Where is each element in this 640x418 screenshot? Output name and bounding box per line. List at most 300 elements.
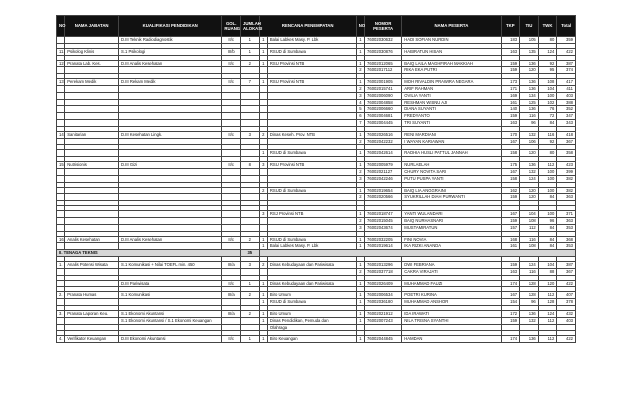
cell-tkp: 167 bbox=[501, 292, 520, 299]
table-row bbox=[57, 243, 576, 250]
cell-nomor: 76002032205 bbox=[365, 236, 402, 243]
table-row bbox=[57, 131, 576, 138]
table-row bbox=[57, 67, 576, 74]
table-row bbox=[57, 194, 576, 201]
cell-nama: POETRI KURINA bbox=[402, 292, 501, 299]
cell-tiu: 136 bbox=[520, 79, 539, 86]
cell-rank: 1 bbox=[356, 162, 364, 169]
cell-kualifikasi bbox=[119, 299, 222, 306]
header-nomor-peserta: NOMOR PESERTA bbox=[365, 16, 402, 37]
header-gol: GOL. RUANG bbox=[222, 16, 241, 37]
cell-tkp: 173 bbox=[501, 79, 520, 86]
cell-nama: SYUKRILLAH DIAH PURWANTI bbox=[402, 194, 501, 201]
table-row bbox=[57, 37, 576, 44]
cell-pno: 2 bbox=[259, 131, 267, 138]
cell-jabatan bbox=[65, 168, 119, 175]
cell-alokasi: 1 bbox=[241, 48, 260, 55]
cell-tiu: 136 bbox=[520, 85, 539, 92]
cell-penempatan: Dinas Kebudayaan dan Pariwisata bbox=[267, 280, 356, 287]
cell-gol: II/c bbox=[222, 60, 241, 67]
cell-rank: 4 bbox=[356, 99, 364, 106]
cell-nomor: 76002020566 bbox=[365, 194, 402, 201]
cell-alokasi bbox=[241, 317, 260, 324]
cell-rank: 1 bbox=[356, 317, 364, 324]
cell-pno: 1 bbox=[259, 292, 267, 299]
cell-no: 14. bbox=[57, 131, 65, 138]
cell-gol: II/c bbox=[222, 336, 241, 343]
cell-rank: 2 bbox=[356, 168, 364, 175]
cell-nama: MUHAMMAD FAUZI bbox=[402, 280, 501, 287]
cell-pno: 2 bbox=[259, 187, 267, 194]
cell-alokasi: 1 bbox=[241, 37, 260, 44]
cell-nomor: 76002006090 bbox=[365, 92, 402, 99]
cell-no bbox=[57, 99, 65, 106]
cell-pno: 1 bbox=[259, 48, 267, 55]
cell-tiu: 128 bbox=[520, 280, 539, 287]
table-row bbox=[57, 48, 576, 55]
cell-no bbox=[57, 268, 65, 275]
cell-tiu: 116 bbox=[520, 113, 539, 120]
cell-no bbox=[57, 324, 65, 331]
table-row bbox=[57, 60, 576, 67]
cell-tiu: 124 bbox=[520, 261, 539, 268]
cell-penempatan: RSUD di Sumbawa bbox=[267, 187, 356, 194]
cell-no bbox=[57, 299, 65, 306]
cell-gol: II/c bbox=[222, 37, 241, 44]
header-jabatan: NAMA JABATAN bbox=[65, 16, 119, 37]
cell-gol bbox=[222, 92, 241, 99]
header-tiu: TIU bbox=[520, 16, 539, 37]
cell-tkp: 159 bbox=[501, 261, 520, 268]
cell-gol bbox=[222, 106, 241, 113]
cell-penempatan bbox=[267, 138, 356, 145]
cell-penempatan: RSU Provinsi NTB bbox=[267, 79, 356, 86]
cell-nomor: 76002005979 bbox=[365, 162, 402, 169]
cell-pno bbox=[259, 175, 267, 182]
cell-penempatan: Olahraga bbox=[267, 324, 356, 331]
table-row bbox=[57, 211, 576, 218]
cell-alokasi: 3 bbox=[241, 131, 260, 138]
cell-penempatan bbox=[267, 194, 356, 201]
cell-no: 13. bbox=[57, 79, 65, 86]
cell-tiu: 136 bbox=[520, 60, 539, 67]
cell-total: 367 bbox=[557, 268, 576, 275]
cell-jabatan bbox=[65, 67, 119, 74]
cell-jabatan: Perekam Medik bbox=[65, 79, 119, 86]
cell-tkp: 159 bbox=[501, 194, 520, 201]
cell-total: 422 bbox=[557, 48, 576, 55]
cell-alokasi bbox=[241, 299, 260, 306]
table-body-main bbox=[57, 37, 576, 250]
cell-gol bbox=[222, 113, 241, 120]
cell-nama: MUHAMMAD ANSHOR bbox=[402, 299, 501, 306]
cell-rank: 1 bbox=[356, 261, 364, 268]
table-row bbox=[57, 85, 576, 92]
table-row bbox=[57, 292, 576, 299]
cell-penempatan bbox=[267, 92, 356, 99]
cell-jabatan bbox=[65, 92, 119, 99]
cell-alokasi: 2 bbox=[241, 310, 260, 317]
cell-total: 423 bbox=[557, 162, 576, 169]
cell-pno bbox=[259, 224, 267, 231]
cell-nama: BAIQ LIA ANGGRAINI bbox=[402, 187, 501, 194]
cell-nama: FREDYANTO bbox=[402, 113, 501, 120]
cell-twk: 92 bbox=[538, 60, 557, 67]
cell-gol: II/c bbox=[222, 131, 241, 138]
cell-rank: 1 bbox=[356, 37, 364, 44]
cell-tiu: 112 bbox=[520, 224, 539, 231]
cell-jabatan bbox=[65, 150, 119, 157]
cell-nomor: 76002043674 bbox=[365, 224, 402, 231]
cell-total: 403 bbox=[557, 92, 576, 99]
cell-nama: HABIRATUN HISAN bbox=[402, 48, 501, 55]
cell-penempatan: Dinas Pendidikan, Pemuda dan bbox=[267, 317, 356, 324]
cell-nomor: 76002042614 bbox=[365, 150, 402, 157]
cell-tiu: 96 bbox=[520, 119, 539, 126]
cell-jabatan: Verifikator Keuangan bbox=[65, 336, 119, 343]
cell-total: 387 bbox=[557, 60, 576, 67]
cell-nomor: 76002004445 bbox=[365, 119, 402, 126]
cell-tiu bbox=[520, 324, 539, 331]
table-row bbox=[57, 280, 576, 287]
cell-tkp: 168 bbox=[501, 236, 520, 243]
cell-tiu: 132 bbox=[520, 168, 539, 175]
cell-jabatan bbox=[65, 299, 119, 306]
cell-jabatan bbox=[65, 37, 119, 44]
cell-twk: 84 bbox=[538, 224, 557, 231]
cell-penempatan: Biro Umum bbox=[267, 310, 356, 317]
cell-alokasi bbox=[241, 194, 260, 201]
cell-no: 16. bbox=[57, 236, 65, 243]
cell-alokasi: 1 bbox=[241, 336, 260, 343]
cell-twk: 112 bbox=[538, 292, 557, 299]
cell-no bbox=[57, 175, 65, 182]
cell-nomor: 76002030876 bbox=[365, 48, 402, 55]
cell-twk: 120 bbox=[538, 280, 557, 287]
cell-no: 12. bbox=[57, 60, 65, 67]
cell-twk bbox=[538, 324, 557, 331]
cell-gol: II/c bbox=[222, 280, 241, 287]
cell-pno bbox=[259, 106, 267, 113]
cell-jabatan: Psikolog Klinis bbox=[65, 48, 119, 55]
cell-alokasi bbox=[241, 217, 260, 224]
cell-total: 387 bbox=[557, 261, 576, 268]
cell-tiu: 136 bbox=[520, 106, 539, 113]
cell-rank bbox=[356, 324, 364, 331]
cell-no bbox=[57, 113, 65, 120]
cell-tiu: 134 bbox=[520, 92, 539, 99]
table-row bbox=[57, 261, 576, 268]
cell-nama: IDA IRAWATI bbox=[402, 310, 501, 317]
cell-pno bbox=[259, 99, 267, 106]
table-row bbox=[57, 138, 576, 145]
cell-twk: 100 bbox=[538, 92, 557, 99]
cell-jabatan bbox=[65, 175, 119, 182]
cell-nomor: 76002030632 bbox=[365, 37, 402, 44]
cell-nomor: 76002013296 bbox=[365, 261, 402, 268]
cell-twk: 128 bbox=[538, 299, 557, 306]
table-row bbox=[57, 299, 576, 306]
cell-tkp: 183 bbox=[501, 37, 520, 44]
cell-alokasi: 2 bbox=[241, 236, 260, 243]
cell-pno: 1 bbox=[259, 280, 267, 287]
cell-alokasi bbox=[241, 168, 260, 175]
table-row bbox=[57, 236, 576, 243]
cell-kualifikasi: D.III Rekam Medik bbox=[119, 79, 222, 86]
cell-tiu: 136 bbox=[520, 310, 539, 317]
table-row bbox=[57, 106, 576, 113]
cell-pno: 3 bbox=[259, 162, 267, 169]
cell-penempatan: Dinas Keseh. Prov. NTB bbox=[267, 131, 356, 138]
cell-total: 378 bbox=[557, 299, 576, 306]
cell-nomor: 76002015741 bbox=[365, 85, 402, 92]
cell-twk: 88 bbox=[538, 268, 557, 275]
cell-twk: 100 bbox=[538, 175, 557, 182]
cell-nama: I WAYAN KARIAWAN bbox=[402, 138, 501, 145]
cell-penempatan bbox=[267, 99, 356, 106]
cell-total: 382 bbox=[557, 187, 576, 194]
cell-kualifikasi: D.III Teknik Radiodiagnostik bbox=[119, 37, 222, 44]
cell-twk: 80 bbox=[538, 37, 557, 44]
cell-pno: 1 bbox=[259, 37, 267, 44]
cell-penempatan: Balai Labkes Masy. P. Lbk bbox=[267, 37, 356, 44]
cell-twk: 104 bbox=[538, 85, 557, 92]
cell-penempatan: RSJ Provinsi NTB bbox=[267, 211, 356, 218]
cell-kualifikasi bbox=[119, 217, 222, 224]
cell-rank: 2 bbox=[356, 67, 364, 74]
cell-jabatan bbox=[65, 99, 119, 106]
table-row bbox=[57, 113, 576, 120]
cell-alokasi bbox=[241, 243, 260, 250]
cell-twk: 84 bbox=[538, 243, 557, 250]
cell-jabatan: Nutrisionis bbox=[65, 162, 119, 169]
cell-alokasi bbox=[241, 150, 260, 157]
cell-nama: IKA RIZKI ANANDA bbox=[402, 243, 501, 250]
cell-total: 353 bbox=[557, 224, 576, 231]
cell-twk: 92 bbox=[538, 138, 557, 145]
cell-alokasi bbox=[241, 92, 260, 99]
cell-jabatan: Analis Potensi Wisata bbox=[65, 261, 119, 268]
cell-total bbox=[557, 324, 576, 331]
cell-nomor: 76002044845 bbox=[365, 336, 402, 343]
cell-tkp: 159 bbox=[501, 67, 520, 74]
cell-no bbox=[57, 85, 65, 92]
cell-tkp bbox=[501, 324, 520, 331]
cell-total: 417 bbox=[557, 79, 576, 86]
cell-twk: 84 bbox=[538, 119, 557, 126]
cell-nomor: 76002006660 bbox=[365, 106, 402, 113]
cell-rank: 1 bbox=[356, 79, 364, 86]
cell-gol: III/b bbox=[222, 48, 241, 55]
section-label: II. TENAGA TEKNIS bbox=[57, 250, 241, 257]
cell-nomor: 76002019614 bbox=[365, 243, 402, 250]
cell-twk: 72 bbox=[538, 113, 557, 120]
cell-gol: II/c bbox=[222, 236, 241, 243]
header-nama-peserta: NAMA PESERTA bbox=[402, 16, 501, 37]
cell-tiu: 125 bbox=[520, 99, 539, 106]
cell-no bbox=[57, 138, 65, 145]
cell-no: 1. bbox=[57, 261, 65, 268]
cell-nama: CAKRA VIRAJATI bbox=[402, 268, 501, 275]
cell-total: 411 bbox=[557, 85, 576, 92]
cell-penempatan: RSUD di Sumbawa bbox=[267, 150, 356, 157]
cell-kualifikasi bbox=[119, 324, 222, 331]
cell-no: 4. bbox=[57, 336, 65, 343]
cell-pno: 1 bbox=[259, 243, 267, 250]
cell-penempatan: RSUD di Sumbawa bbox=[267, 48, 356, 55]
cell-tiu: 120 bbox=[520, 187, 539, 194]
cell-nama: MOH RIVALDIN PRAWIRA NEGARA bbox=[402, 79, 501, 86]
cell-twk: 100 bbox=[538, 187, 557, 194]
cell-rank: 1 bbox=[356, 336, 364, 343]
header-kualifikasi: KUALIFIKASI PENDIDIKAN bbox=[119, 16, 222, 37]
cell-gol bbox=[222, 187, 241, 194]
cell-gol bbox=[222, 268, 241, 275]
cell-rank: 1 bbox=[356, 280, 364, 287]
cell-nomor: 76002019654 bbox=[365, 187, 402, 194]
cell-kualifikasi: S.1 Ekonomi Akuntansi / S.1 Ekonomi Keuangan bbox=[119, 317, 222, 324]
cell-gol: II/c bbox=[222, 79, 241, 86]
cell-total: 363 bbox=[557, 194, 576, 201]
cell-no bbox=[57, 119, 65, 126]
cell-pno: 1 bbox=[259, 299, 267, 306]
cell-pno: 1 bbox=[259, 236, 267, 243]
cell-alokasi bbox=[241, 138, 260, 145]
cell-rank: 2 bbox=[356, 138, 364, 145]
cell-nama: MUSTAMIRATUN bbox=[402, 224, 501, 231]
cell-gol bbox=[222, 67, 241, 74]
cell-tiu: 120 bbox=[520, 150, 539, 157]
cell-twk: 84 bbox=[538, 194, 557, 201]
cell-jabatan bbox=[65, 217, 119, 224]
cell-gol bbox=[222, 168, 241, 175]
cell-twk: 104 bbox=[538, 261, 557, 268]
cell-tiu: 116 bbox=[520, 268, 539, 275]
cell-jabatan bbox=[65, 211, 119, 218]
cell-kualifikasi: S.1 Ekonomi Akuntansi bbox=[119, 310, 222, 317]
cell-kualifikasi bbox=[119, 224, 222, 231]
cell-total: 359 bbox=[557, 37, 576, 44]
cell-tkp: 140 bbox=[501, 106, 520, 113]
cell-pno bbox=[259, 324, 267, 331]
cell-penempatan bbox=[267, 67, 356, 74]
cell-nomor: 76002026516 bbox=[365, 131, 402, 138]
cell-penempatan: RSU Provinsi NTB bbox=[267, 162, 356, 169]
cell-rank: 3 bbox=[356, 92, 364, 99]
cell-twk: 100 bbox=[538, 211, 557, 218]
cell-rank: 2 bbox=[356, 85, 364, 92]
table-row bbox=[57, 162, 576, 169]
cell-rank: 2 bbox=[356, 268, 364, 275]
cell-twk: 108 bbox=[538, 79, 557, 86]
cell-jabatan bbox=[65, 138, 119, 145]
cell-nomor: 76002012065 bbox=[365, 60, 402, 67]
cell-penempatan bbox=[267, 119, 356, 126]
cell-rank: 1 bbox=[356, 187, 364, 194]
cell-tiu: 96 bbox=[520, 299, 539, 306]
cell-tkp: 170 bbox=[501, 131, 520, 138]
cell-nomor: 76002026409 bbox=[365, 280, 402, 287]
cell-jabatan bbox=[65, 324, 119, 331]
cell-gol: III/a bbox=[222, 261, 241, 268]
cell-rank: 1 bbox=[356, 60, 364, 67]
cell-total: 371 bbox=[557, 211, 576, 218]
cell-no: 3. bbox=[57, 310, 65, 317]
cell-tkp: 159 bbox=[501, 217, 520, 224]
cell-gol bbox=[222, 243, 241, 250]
cell-kualifikasi bbox=[119, 243, 222, 250]
cell-gol bbox=[222, 175, 241, 182]
cell-nama: HADI SOFIAN NURDIN bbox=[402, 37, 501, 44]
cell-no bbox=[57, 187, 65, 194]
cell-gol bbox=[222, 119, 241, 126]
cell-kualifikasi: D.III Pariwisata bbox=[119, 280, 222, 287]
cell-penempatan: RSUD di Sumbawa bbox=[267, 236, 356, 243]
cell-gol bbox=[222, 150, 241, 157]
cell-kualifikasi bbox=[119, 138, 222, 145]
cell-kualifikasi bbox=[119, 194, 222, 201]
cell-no bbox=[57, 211, 65, 218]
cell-gol bbox=[222, 224, 241, 231]
cell-jabatan: Pranata Lab. Kes. bbox=[65, 60, 119, 67]
cell-tiu: 132 bbox=[520, 131, 539, 138]
cell-nama: HAMDAN bbox=[402, 336, 501, 343]
cell-alokasi: 1 bbox=[241, 280, 260, 287]
cell-no bbox=[57, 67, 65, 74]
table-row bbox=[57, 224, 576, 231]
cell-pno: 1 bbox=[259, 317, 267, 324]
cell-rank: 1 bbox=[356, 299, 364, 306]
cell-nama: DIANA SUYANTI bbox=[402, 106, 501, 113]
cell-alokasi bbox=[241, 67, 260, 74]
cell-rank: 6 bbox=[356, 113, 364, 120]
header-penempatan: RENCANA PENEMPATAN bbox=[259, 16, 356, 37]
cell-alokasi bbox=[241, 324, 260, 331]
cell-nomor: 76002021127 bbox=[365, 168, 402, 175]
cell-kualifikasi: D.III Kesehatan Lingk. bbox=[119, 131, 222, 138]
cell-penempatan bbox=[267, 175, 356, 182]
cell-gol: III/a bbox=[222, 310, 241, 317]
table-row bbox=[57, 217, 576, 224]
cell-twk: 76 bbox=[538, 106, 557, 113]
header-alokasi: JUMLAH ALOKASI bbox=[241, 16, 260, 37]
cell-twk: 112 bbox=[538, 162, 557, 169]
header-no: NO bbox=[57, 16, 65, 37]
cell-penempatan bbox=[267, 85, 356, 92]
cell-penempatan bbox=[267, 268, 356, 275]
header-total: Total bbox=[557, 16, 576, 37]
cell-penempatan: Biro Umum bbox=[267, 292, 356, 299]
cell-kualifikasi bbox=[119, 67, 222, 74]
cell-penempatan: Balai Labkes Masy. P. Lbk bbox=[267, 243, 356, 250]
cell-no bbox=[57, 243, 65, 250]
cell-total: 399 bbox=[557, 168, 576, 175]
cell-pno: 1 bbox=[259, 336, 267, 343]
cell-tkp: 174 bbox=[501, 280, 520, 287]
cell-nama: RENI MARDIANI bbox=[402, 131, 501, 138]
cell-tkp: 169 bbox=[501, 92, 520, 99]
cell-rank: 1 bbox=[356, 292, 364, 299]
cell-pno bbox=[259, 113, 267, 120]
cell-tkp: 161 bbox=[501, 99, 520, 106]
cell-total: 422 bbox=[557, 336, 576, 343]
cell-pno: 3 bbox=[259, 211, 267, 218]
cell-rank: 3 bbox=[356, 175, 364, 182]
cell-alokasi bbox=[241, 187, 260, 194]
cell-alokasi bbox=[241, 85, 260, 92]
cell-nomor: 76002004858 bbox=[365, 99, 402, 106]
cell-penempatan: RSUD di Sumbawa bbox=[267, 299, 356, 306]
